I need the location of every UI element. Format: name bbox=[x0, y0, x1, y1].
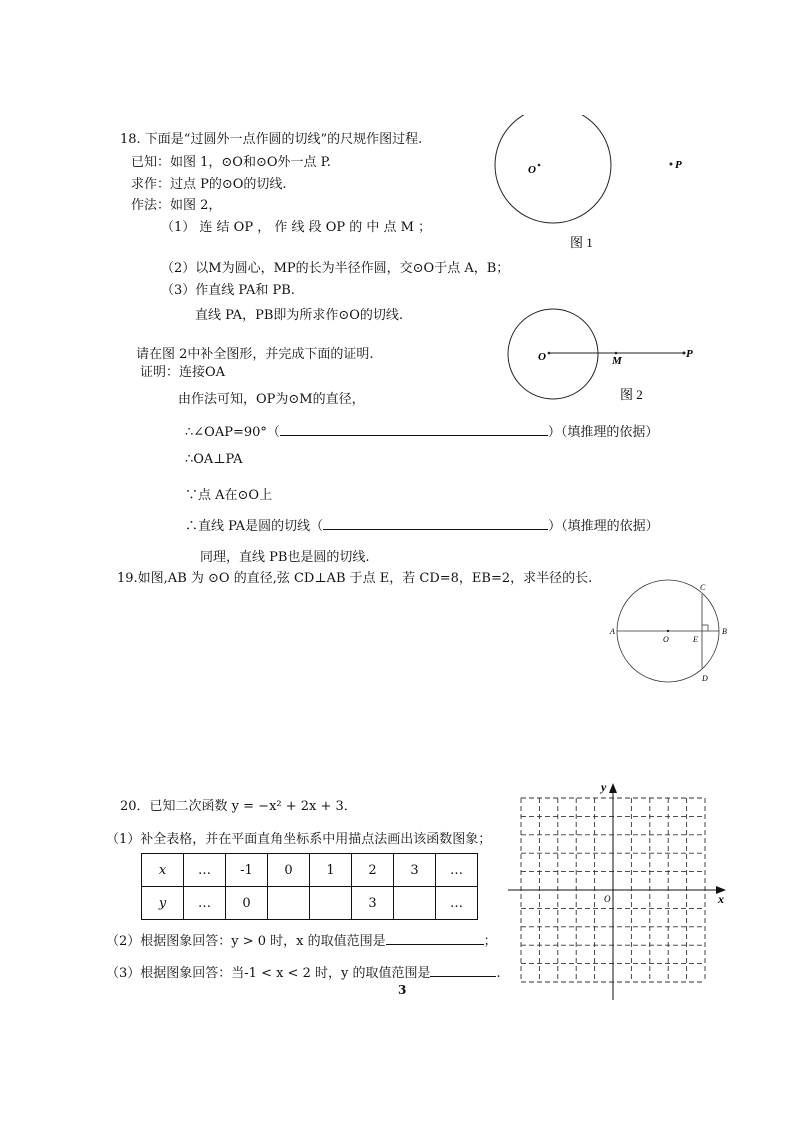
q18-proof-start: 证明：连接OA bbox=[140, 365, 226, 380]
table-cell: -1 bbox=[226, 854, 268, 887]
circle-o bbox=[495, 115, 611, 223]
origin-label: O bbox=[604, 894, 611, 904]
table-cell-empty[interactable] bbox=[310, 887, 352, 920]
q18-proof-line1: 由作法可知，OP为⊙M的直径， bbox=[178, 392, 365, 407]
label-a: A bbox=[610, 627, 615, 636]
table-cell: … bbox=[436, 887, 478, 920]
figure-1-caption: 图 1 bbox=[570, 235, 593, 250]
q20-part3-text: （3）根据图象回答：当-1 < x < 2 时，y 的取值范围是 bbox=[106, 966, 431, 981]
table-row-x bbox=[142, 854, 478, 887]
table-cell: 2 bbox=[352, 854, 394, 887]
q18-proof-line2 bbox=[185, 421, 658, 440]
q20-part2-text: （2）根据图象回答：y > 0 时，x 的取值范围是 bbox=[106, 934, 386, 949]
table-cell: 0 bbox=[268, 854, 310, 887]
q18-figure-2 bbox=[500, 305, 710, 405]
table-cell: … bbox=[184, 854, 226, 887]
q20-answer-blank-2[interactable] bbox=[386, 932, 484, 945]
table-cell: … bbox=[436, 854, 478, 887]
label-o: O bbox=[538, 351, 546, 363]
q18-answer-blank-1[interactable] bbox=[280, 423, 548, 436]
q20-part3-end: . bbox=[496, 966, 501, 981]
label-b: B bbox=[722, 627, 727, 636]
label-o: O bbox=[528, 164, 536, 176]
right-angle-mark bbox=[702, 625, 708, 631]
table-cell: x bbox=[142, 854, 184, 887]
y-axis-label: y bbox=[601, 780, 607, 794]
table-cell: 3 bbox=[394, 854, 436, 887]
q18-line5-text: ∴直线 PA是圆的切线（ bbox=[185, 519, 324, 534]
q20-part1: （1）补全表格，并在平面直角坐标系中用描点法画出该函数图象； bbox=[106, 832, 492, 847]
table-cell: … bbox=[184, 887, 226, 920]
table-cell: 1 bbox=[310, 854, 352, 887]
table-cell: 0 bbox=[226, 887, 268, 920]
q20-value-table bbox=[141, 853, 478, 920]
q20-part2-end: ； bbox=[483, 934, 497, 949]
q18-method: 作法：如图 2， bbox=[131, 198, 222, 213]
y-axis-arrow bbox=[609, 783, 617, 793]
q18-step2: （2）以M为圆心，MP的长为半径作圆，交⊙O于点 A，B； bbox=[161, 261, 510, 276]
q18-proof-line6: 同理，直线 PB也是圆的切线. bbox=[200, 550, 370, 565]
center-point-o bbox=[538, 164, 541, 167]
label-p: P bbox=[686, 348, 693, 360]
q20-title: 20．已知二次函数 y = −x² + 2x + 3． bbox=[120, 799, 357, 814]
label-e: E bbox=[693, 635, 698, 644]
table-cell: 3 bbox=[352, 887, 394, 920]
x-axis-label: x bbox=[718, 892, 724, 906]
q18-answer-blank-2[interactable] bbox=[323, 517, 548, 530]
table-cell-empty[interactable] bbox=[268, 887, 310, 920]
point-m bbox=[615, 352, 618, 355]
q19-text: 19.如图,AB 为 ⊙O 的直径,弦 CD⊥AB 于点 E，若 CD=8，EB=2，求半径的长. bbox=[117, 571, 593, 586]
q18-figure-1 bbox=[488, 115, 698, 255]
point-p bbox=[670, 163, 673, 166]
q20-coordinate-grid bbox=[500, 775, 735, 1005]
q18-step1: （1） 连 结 OP ， 作 线 段 OP 的 中 点 M ； bbox=[161, 220, 432, 235]
page-number: 3 bbox=[398, 983, 407, 997]
q18-title: 18. 下面是“过圆外一点作圆的切线”的尺规作图过程. bbox=[120, 132, 423, 147]
q19-figure bbox=[605, 578, 745, 693]
table-cell-empty[interactable] bbox=[394, 887, 436, 920]
table-row-y bbox=[142, 887, 478, 920]
point-o bbox=[548, 352, 551, 355]
q18-step3: （3）作直线 PA和 PB. bbox=[161, 283, 295, 298]
q18-line5-basis: ）（填推理的依据） bbox=[548, 519, 659, 534]
label-m: M bbox=[612, 355, 622, 367]
q18-prompt: 请在图 2中补全图形，并完成下面的证明. bbox=[136, 347, 374, 362]
label-c: C bbox=[700, 583, 706, 592]
q18-conclusion: 直线 PA，PB即为所求作⊙O的切线. bbox=[195, 308, 404, 323]
center-point-o bbox=[667, 630, 669, 632]
q18-line2-text: ∴∠OAP=90°（ bbox=[185, 425, 280, 440]
circle-o bbox=[508, 309, 598, 399]
q18-proof-line4: ∵点 A在⊙O上 bbox=[185, 488, 273, 503]
q20-answer-blank-3[interactable] bbox=[430, 964, 496, 977]
q18-proof-line5 bbox=[185, 515, 659, 534]
figure-2-caption: 图 2 bbox=[620, 387, 643, 402]
q20-part2 bbox=[106, 930, 497, 949]
label-p: P bbox=[675, 159, 682, 171]
q18-known: 已知：如图 1，⊙O和⊙O外一点 P. bbox=[131, 155, 331, 170]
label-d: D bbox=[702, 674, 708, 683]
q20-part3 bbox=[106, 962, 501, 981]
q18-line2-basis: ）（填推理的依据） bbox=[547, 425, 659, 440]
q18-proof-line3: ∴OA⊥PA bbox=[185, 452, 243, 467]
table-cell: y bbox=[142, 887, 184, 920]
label-o: O bbox=[663, 635, 669, 644]
q18-find: 求作：过点 P的⊙O的切线. bbox=[131, 177, 287, 192]
